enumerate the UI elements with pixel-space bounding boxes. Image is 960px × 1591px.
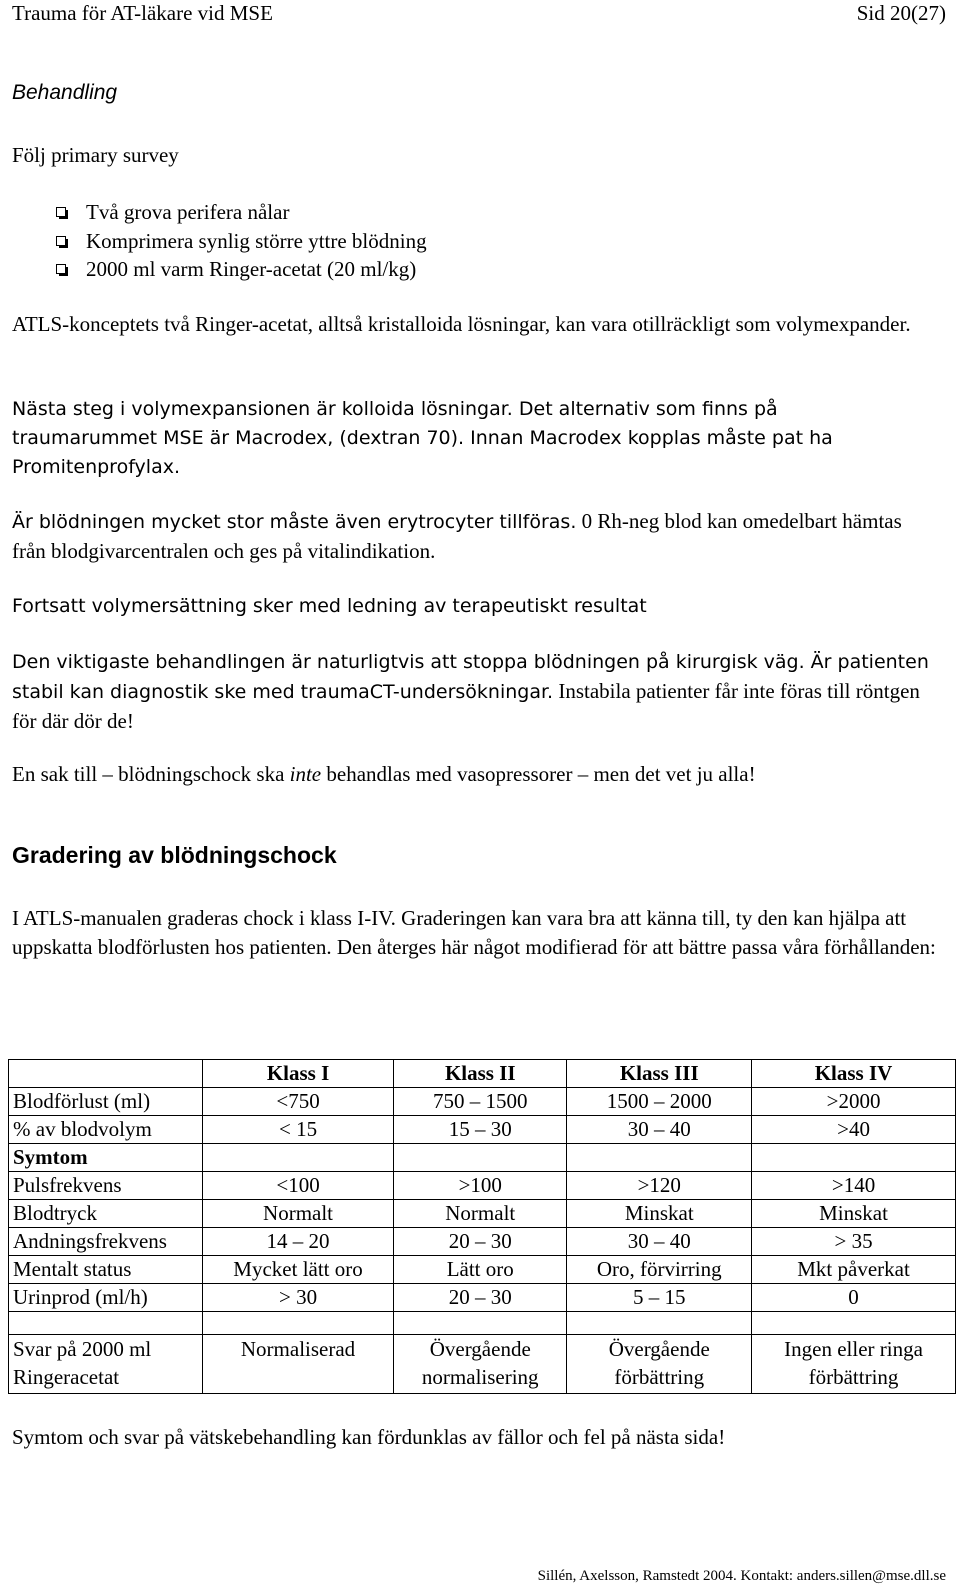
- table-cell: [752, 1144, 956, 1172]
- table-cell: >40: [752, 1116, 956, 1144]
- list-item: 2000 ml varm Ringer-acetat (20 ml/kg): [12, 255, 944, 284]
- table-row: [9, 1172, 956, 1200]
- row-label: Andningsfrekvens: [9, 1228, 203, 1256]
- document-title: Trauma för AT-läkare vid MSE: [12, 1, 273, 25]
- list-item: Två grova perifera nålar: [12, 198, 944, 227]
- grading-intro: I ATLS-manualen graderas chock i klass I-IV. Graderingen kan vara bra att känna till, ty den kan hjälpa att uppskatta blodförlusten hos patienten. Den återges här något modifierad för att bättre passa våra förhållanden:: [12, 906, 936, 959]
- table-cell: 750 – 1500: [394, 1088, 567, 1116]
- table-cell: 15 – 30: [394, 1116, 567, 1144]
- table-cell: Ingen eller ringa förbättring: [752, 1335, 956, 1394]
- table-row: [9, 1256, 956, 1284]
- table-header-cell: [9, 1060, 203, 1088]
- section-heading: Behandling: [12, 81, 118, 104]
- checkbox-bullet-icon: [56, 236, 66, 246]
- grading-heading: Gradering av blödningschock: [12, 842, 337, 868]
- paragraph-surgery: Den viktigaste behandlingen är naturligtvis att stoppa blödningen på kirurgisk väg. Är patienten stabil kan diagnostik ske med traumaCT-undersökningar. Instabila patienter får inte föras till röntgen för där dör de!: [12, 651, 929, 733]
- table-cell: >140: [752, 1172, 956, 1200]
- row-label: Blodtryck: [9, 1200, 203, 1228]
- list-item: Komprimera synlig större yttre blödning: [12, 227, 944, 256]
- table-cell: >120: [567, 1172, 752, 1200]
- table-cell: Normalt: [394, 1200, 567, 1228]
- table-cell: Lätt oro: [394, 1256, 567, 1284]
- row-label: Symtom: [9, 1144, 203, 1172]
- table-row: [9, 1116, 956, 1144]
- table-cell: Övergående förbättring: [567, 1335, 752, 1394]
- table-cell: >2000: [752, 1088, 956, 1116]
- table-row: [9, 1200, 956, 1228]
- page-footer: Sillén, Axelsson, Ramstedt 2004. Kontakt: anders.sillen@mse.dll.se: [537, 1568, 946, 1584]
- table-cell: 14 – 20: [203, 1228, 394, 1256]
- paragraph-continued: Fortsatt volymersättning sker med ledning av terapeutiskt resultat: [12, 595, 647, 617]
- closing-note: Symtom och svar på vätskebehandling kan fördunklas av fällor och fel på nästa sida!: [12, 1425, 726, 1449]
- page-number: Sid 20(27): [856, 1, 946, 25]
- table-cell: 30 – 40: [567, 1228, 752, 1256]
- bullet-list: [12, 198, 944, 284]
- table-cell: Normaliserad: [203, 1335, 394, 1394]
- table-spacer-row: [9, 1312, 956, 1335]
- paragraph-colloid: Nästa steg i volymexpansionen är kolloida lösningar. Det alternativ som finns på traumarummet MSE är Macrodex, (dextran 70). Innan Macrodex kopplas måste pat ha Promitenprofylax.: [12, 398, 833, 478]
- row-label: % av blodvolym: [9, 1116, 203, 1144]
- table-cell: [203, 1144, 394, 1172]
- table-cell: > 35: [752, 1228, 956, 1256]
- table-header-cell: Klass I: [203, 1060, 394, 1088]
- table-cell: 5 – 15: [567, 1284, 752, 1312]
- table-cell: < 15: [203, 1116, 394, 1144]
- table-cell: Minskat: [752, 1200, 956, 1228]
- table-cell: 20 – 30: [394, 1228, 567, 1256]
- table-row: [9, 1088, 956, 1116]
- intro-text: Följ primary survey: [12, 143, 179, 167]
- row-label: Pulsfrekvens: [9, 1172, 203, 1200]
- table-cell: [567, 1144, 752, 1172]
- table-header-row: [9, 1060, 956, 1088]
- table-cell: 20 – 30: [394, 1284, 567, 1312]
- table-cell: 30 – 40: [567, 1116, 752, 1144]
- table-cell: <750: [203, 1088, 394, 1116]
- table-cell: <100: [203, 1172, 394, 1200]
- table-row-response: [9, 1335, 956, 1394]
- table-row: [9, 1144, 956, 1172]
- row-label: Svar på 2000 ml Ringeracetat: [9, 1335, 203, 1394]
- table-cell: [394, 1144, 567, 1172]
- table-cell: Oro, förvirring: [567, 1256, 752, 1284]
- table-header-cell: Klass II: [394, 1060, 567, 1088]
- table-cell: 0: [752, 1284, 956, 1312]
- paragraph-atls: ATLS-konceptets två Ringer-acetat, alltså kristalloida lösningar, kan vara otillräckligt som volymexpander.: [12, 312, 911, 336]
- table-cell: >100: [394, 1172, 567, 1200]
- table-cell: Normalt: [203, 1200, 394, 1228]
- table-header-cell: Klass IV: [752, 1060, 956, 1088]
- table-row: [9, 1228, 956, 1256]
- row-label: Mentalt status: [9, 1256, 203, 1284]
- table-row: [9, 1284, 956, 1312]
- row-label: Blodförlust (ml): [9, 1088, 203, 1116]
- table-cell: Mycket lätt oro: [203, 1256, 394, 1284]
- table-cell: Mkt påverkat: [752, 1256, 956, 1284]
- paragraph-vasopressor: En sak till – blödningschock ska inte behandlas med vasopressorer – men det vet ju alla!: [12, 762, 756, 786]
- checkbox-bullet-icon: [56, 207, 66, 217]
- row-label: Urinprod (ml/h): [9, 1284, 203, 1312]
- table-cell: Minskat: [567, 1200, 752, 1228]
- table-header-cell: Klass III: [567, 1060, 752, 1088]
- table-cell: 1500 – 2000: [567, 1088, 752, 1116]
- table-cell: Övergående normalisering: [394, 1335, 567, 1394]
- paragraph-blood: Är blödningen mycket stor måste även erytrocyter tillföras. 0 Rh-neg blod kan omedelbart hämtas från blodgivarcentralen och ges på vitalindikation.: [12, 509, 902, 563]
- table-cell: > 30: [203, 1284, 394, 1312]
- shock-grading-table: [8, 1059, 956, 1394]
- checkbox-bullet-icon: [56, 264, 66, 274]
